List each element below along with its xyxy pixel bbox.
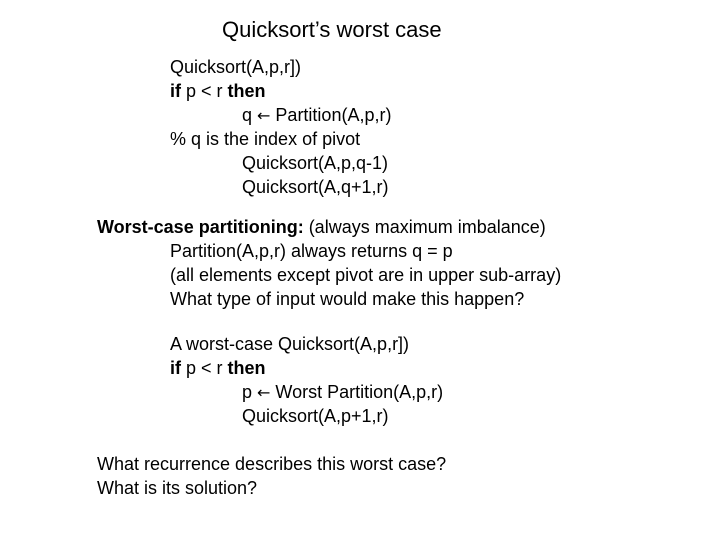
code1-line-signature: Quicksort(A,p,r]) [170,57,302,77]
if-keyword: if [170,81,181,101]
worst-case-heading: Worst-case partitioning: [97,217,304,237]
code2-line-if [170,356,266,380]
code1-line-if [170,79,266,103]
partition-rhs: Worst Partition(A,p,r) [270,382,444,402]
code2-line-recurse: Quicksort(A,p+1,r) [242,406,389,426]
code1-line-partition [242,103,391,128]
code1-line-comment: % q is the index of pivot [170,129,361,149]
code1-line-recurse-right: Quicksort(A,q+1,r) [242,177,389,197]
code2-line-partition [242,380,443,405]
partition-lhs: q [242,105,258,125]
if-condition: p < r [181,358,228,378]
slide-title: Quicksort’s worst case [222,17,442,42]
worst-case-heading-rest: (always maximum imbalance) [303,217,546,237]
left-arrow-icon: ← [257,383,271,402]
if-keyword: if [170,358,181,378]
partition-rhs: Partition(A,p,r) [270,105,392,125]
left-arrow-icon: ← [257,106,271,125]
then-keyword: then [227,358,266,378]
code1-line-recurse-left: Quicksort(A,p,q-1) [242,153,389,173]
worst-case-line-elements: (all elements except pivot are in upper sub-array) [170,265,562,285]
worst-case-line-question: What type of input would make this happen? [170,289,525,309]
worst-case-line-returns: Partition(A,p,r) always returns q = p [170,241,453,261]
partition-lhs: p [242,382,258,402]
then-keyword: then [227,81,266,101]
code2-line-signature: A worst-case Quicksort(A,p,r]) [170,334,410,354]
question-recurrence: What recurrence describes this worst case? [97,454,447,474]
if-condition: p < r [181,81,228,101]
worst-case-heading-line [97,215,546,239]
question-solution: What is its solution? [97,478,258,498]
